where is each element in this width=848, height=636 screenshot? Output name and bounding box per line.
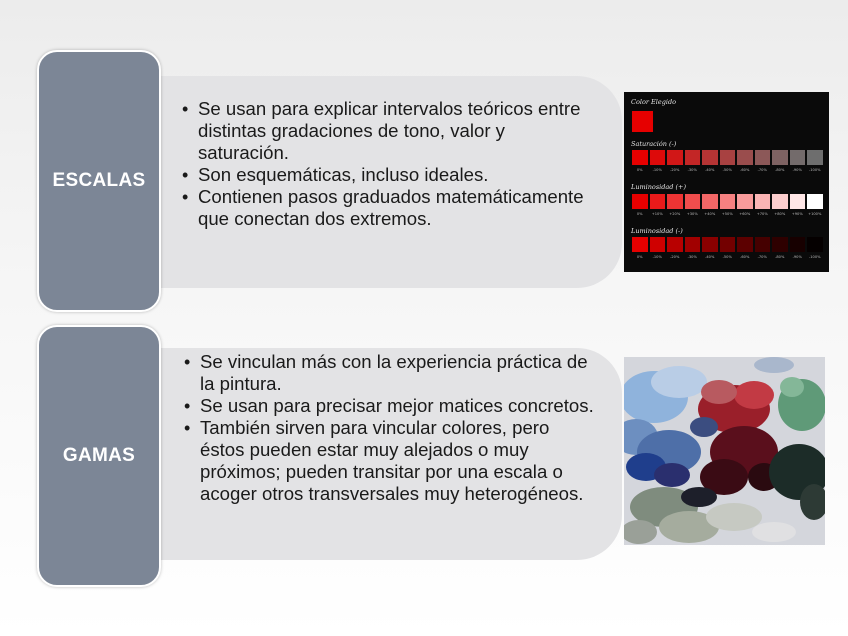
saturation-caption: Saturación (-) bbox=[631, 140, 677, 148]
luminosity-plus-tick-label: +10% bbox=[651, 212, 663, 216]
luminosity-plus-tick-label: +20% bbox=[669, 212, 681, 216]
escalas-label: ESCALAS bbox=[52, 170, 146, 191]
luminosity-plus-swatch bbox=[720, 194, 736, 209]
escalas-bullet-3: • Contienen pasos graduados matemáticamente que conectan dos extremos. bbox=[180, 186, 600, 230]
saturation-swatch bbox=[807, 150, 823, 165]
luminosity-plus-tick-label: +80% bbox=[774, 212, 786, 216]
luminosity-minus-tick-label: -40% bbox=[705, 255, 715, 259]
luminosity-plus-tick-label: 0% bbox=[636, 212, 643, 216]
saturation-tick-label: -80% bbox=[775, 168, 785, 172]
saturation-tick-label: 0% bbox=[636, 168, 643, 172]
luminosity-minus-tick-label: -90% bbox=[792, 255, 802, 259]
luminosity-minus-tick-label: -60% bbox=[740, 255, 750, 259]
luminosity-plus-swatch bbox=[790, 194, 806, 209]
paint-palette-image bbox=[624, 357, 825, 545]
luminosity-minus-swatch bbox=[685, 237, 701, 252]
luminosity-plus-swatch bbox=[702, 194, 718, 209]
luminosity-minus-tick-label: -50% bbox=[722, 255, 732, 259]
saturation-tick-label: -10% bbox=[652, 168, 662, 172]
saturation-swatch bbox=[772, 150, 788, 165]
luminosity-minus-swatch bbox=[755, 237, 771, 252]
luminosity-plus-swatch bbox=[632, 194, 648, 209]
saturation-tick-label: -50% bbox=[722, 168, 732, 172]
luminosity-plus-swatch bbox=[807, 194, 823, 209]
luminosity-plus-tick-label: +30% bbox=[686, 212, 698, 216]
saturation-swatch bbox=[720, 150, 736, 165]
luminosity-plus-tick-label: +50% bbox=[721, 212, 733, 216]
luminosity-minus-caption: Luminosidad (-) bbox=[631, 227, 683, 235]
gamas-label: GAMAS bbox=[62, 445, 136, 466]
luminosity-minus-swatch bbox=[737, 237, 753, 252]
gamas-bullet-1: • Se vinculan más con la experiencia práctica de la pintura. bbox=[182, 351, 597, 395]
color-scale-image bbox=[624, 92, 829, 272]
saturation-tick-label: -60% bbox=[740, 168, 750, 172]
saturation-tick-label: -100% bbox=[808, 168, 821, 172]
saturation-swatch bbox=[790, 150, 806, 165]
luminosity-minus-tick-label: -80% bbox=[775, 255, 785, 259]
saturation-swatch bbox=[737, 150, 753, 165]
luminosity-minus-swatch bbox=[702, 237, 718, 252]
luminosity-plus-tick-label: +60% bbox=[739, 212, 751, 216]
luminosity-minus-swatch bbox=[720, 237, 736, 252]
luminosity-plus-tick-label: +40% bbox=[704, 212, 716, 216]
luminosity-plus-tick-label: +90% bbox=[791, 212, 803, 216]
luminosity-minus-tick-label: -30% bbox=[687, 255, 697, 259]
luminosity-minus-swatch bbox=[790, 237, 806, 252]
luminosity-minus-swatch bbox=[632, 237, 648, 252]
saturation-tick-label: -30% bbox=[687, 168, 697, 172]
luminosity-minus-tick-row bbox=[632, 255, 823, 259]
luminosity-plus-swatch bbox=[755, 194, 771, 209]
luminosity-plus-swatch bbox=[667, 194, 683, 209]
saturation-tick-label: -90% bbox=[792, 168, 802, 172]
chosen-color-swatch bbox=[632, 111, 653, 132]
saturation-swatch bbox=[702, 150, 718, 165]
luminosity-minus-swatch bbox=[667, 237, 683, 252]
saturation-tick-label: -20% bbox=[670, 168, 680, 172]
luminosity-minus-tick-label: -10% bbox=[652, 255, 662, 259]
luminosity-minus-tick-label: -100% bbox=[808, 255, 821, 259]
escalas-bullet-list bbox=[180, 98, 600, 230]
luminosity-plus-caption: Luminosidad (+) bbox=[631, 183, 687, 191]
saturation-tick-label: -70% bbox=[757, 168, 767, 172]
saturation-swatch bbox=[685, 150, 701, 165]
chosen-color-caption: Color Elegido bbox=[631, 98, 677, 106]
saturation-swatch bbox=[632, 150, 648, 165]
escalas-label-box bbox=[37, 50, 161, 312]
escalas-bullet-1: • Se usan para explicar intervalos teóricos entre distintas gradaciones de tono, valor y saturación. bbox=[180, 98, 600, 164]
saturation-tick-label: -40% bbox=[705, 168, 715, 172]
luminosity-plus-swatch bbox=[650, 194, 666, 209]
luminosity-plus-swatch-row bbox=[632, 194, 823, 209]
luminosity-plus-tick-label: +70% bbox=[756, 212, 768, 216]
luminosity-minus-tick-label: 0% bbox=[636, 255, 643, 259]
luminosity-minus-swatch bbox=[772, 237, 788, 252]
luminosity-plus-tick-row bbox=[632, 212, 823, 216]
saturation-swatch bbox=[755, 150, 771, 165]
luminosity-plus-swatch bbox=[737, 194, 753, 209]
saturation-tick-row bbox=[632, 168, 823, 172]
luminosity-minus-swatch-row bbox=[632, 237, 823, 252]
gamas-bullet-3: • También sirven para vincular colores, pero éstos pueden estar muy alejados o muy próximos; pueden transitar por una escala o acoger otros transversales muy heterogéneos. bbox=[182, 417, 597, 505]
gamas-bullet-2: • Se usan para precisar mejor matices concretos. bbox=[182, 395, 597, 417]
saturation-swatch-row bbox=[632, 150, 823, 165]
escalas-bullet-2: • Son esquemáticas, incluso ideales. bbox=[180, 164, 600, 186]
paint-palette-photo bbox=[624, 357, 825, 545]
luminosity-plus-swatch bbox=[772, 194, 788, 209]
luminosity-plus-tick-label: +100% bbox=[808, 212, 822, 216]
luminosity-minus-tick-label: -70% bbox=[757, 255, 767, 259]
luminosity-plus-swatch bbox=[685, 194, 701, 209]
saturation-swatch bbox=[650, 150, 666, 165]
luminosity-minus-tick-label: -20% bbox=[670, 255, 680, 259]
luminosity-minus-swatch bbox=[807, 237, 823, 252]
luminosity-minus-swatch bbox=[650, 237, 666, 252]
gamas-bullet-list bbox=[182, 351, 597, 505]
saturation-swatch bbox=[667, 150, 683, 165]
gamas-label-box bbox=[37, 325, 161, 587]
